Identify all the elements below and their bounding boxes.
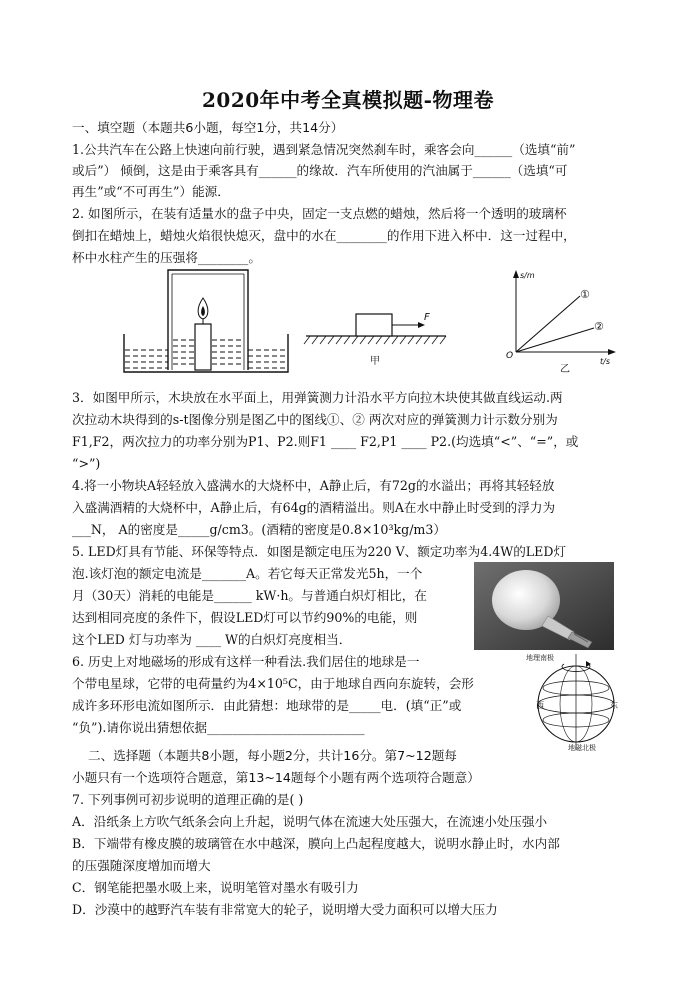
q6-line2: 个带电星球，它带的电荷量约为4×10⁵C，由于地球自西向东旋转，会形 [72, 676, 474, 691]
q1-line3: 再生”或“不可再生”）能源． [72, 184, 230, 199]
line1-label: ① [580, 288, 590, 301]
force-label: F [424, 312, 430, 323]
graph-y-axis-label: s/m [520, 271, 535, 280]
globe-top-label: 地理南极 [526, 654, 554, 662]
q1-line1: 1.公共汽车在公路上快速向前行驶，遇到紧急情况突然刹车时，乘客会向______（选填“前” [72, 142, 576, 157]
q7-stem: 7. 下列事例可初步说明的道理正确的是( ) [72, 792, 304, 807]
figure-jia-label: 甲 [370, 356, 380, 367]
q1-line2: 或后”） 倾倒，这是由于乘客具有______的缘故．汽车所使用的汽油属于______（选填“可 [72, 163, 568, 178]
st-graph-figure [500, 266, 620, 376]
q2-line1: 2. 如图所示，在装有适量水的盘子中央，固定一支点燃的蜡烛，然后将一个透明的玻璃杯 [72, 206, 567, 221]
q6-line3: 成许多环形电流如图所示．由此猜想：地球带的是_____电．(填“正”或 [72, 698, 462, 713]
q5-line1: 5. LED灯具有节能、环保等特点．如图是额定电压为220 V、额定功率为4.4W的LED灯 [72, 544, 567, 559]
q2-line3: 杯中水柱产生的压强将________。 [72, 250, 261, 265]
q5-line4: 达到相同亮度的条件下，假设LED灯可以节约90%的电能，则 [72, 610, 418, 625]
q7-option-b-line1: B．下端带有橡皮膜的玻璃管在水中越深，膜向上凸起程度越大，说明水静止时，水内部 [72, 836, 560, 851]
page-title: 2020年中考全真模拟题-物理卷 [202, 88, 494, 112]
q6-line1: 6. 历史上对地磁场的形成有这样一种看法.我们居住的地球是一 [72, 654, 420, 669]
figure-yi-label: 乙 [560, 364, 570, 375]
block-force-figure [300, 300, 450, 370]
q5-line2: 泡.该灯泡的额定电流是_______A。若它每天正常发光5h，一个 [72, 566, 423, 581]
q7-option-b-line2: 的压强随深度增加而增大 [72, 858, 211, 873]
section1-heading: 一、填空题（本题共6小题，每空1分，共14分） [72, 120, 344, 135]
earth-current-figure [520, 650, 640, 754]
q7-option-c: C．钢笔能把墨水吸上来，说明笔管对墨水有吸引力 [72, 880, 359, 895]
q4-line3: ___N， A的密度是_____g/cm3。(酒精的密度是0.8×10³kg/m3） [72, 522, 446, 537]
section2-heading-line2: 小题只有一个选项符合题意，第13~14题每个小题有两个选项符合题意） [72, 770, 480, 785]
globe-bottom-label: 地磁北极 [568, 744, 596, 752]
q6-line4: “负”).请你说出猜想依据_________________________ [72, 720, 365, 735]
q3-line4: “>”) [72, 456, 101, 471]
globe-east-label: 东 [610, 701, 618, 710]
q2-line2: 倒扣在蜡烛上，蜡烛火焰很快熄灭，盘中的水在________的作用下进入杯中．这一过程中， [72, 228, 576, 243]
q4-line2: 入盛满酒精的大烧杯中，A静止后，有64g的酒精溢出。则A在水中静止时受到的浮力为 [72, 500, 556, 515]
line2-label: ② [594, 320, 604, 333]
q5-line5: 这个LED 灯与功率为 ____ W的白炽灯亮度相当． [72, 632, 352, 647]
q3-line1: 3．如图甲所示，木块放在水平面上，用弹簧测力计沿水平方向拉木块使其做直线运动.两 [72, 390, 563, 405]
q4-line1: 4.将一小物块A轻轻放入盛满水的大烧杯中，A静止后，有72g的水溢出；再将其轻轻放 [72, 478, 555, 493]
graph-x-axis-label: t/s [600, 357, 610, 366]
graph-origin-label: O [506, 351, 514, 361]
globe-west-label: 西 [536, 701, 544, 710]
section2-heading-line1: 二、选择题（本题共8小题，每小题2分，共计16分。第7~12题每 [88, 748, 457, 763]
led-bulb-photo [474, 562, 614, 650]
q7-option-d: D．沙漠中的越野汽车装有非常宽大的轮子，说明增大受力面积可以增大压力 [72, 902, 498, 917]
candle-glass-figure [120, 262, 292, 380]
q5-line3: 月（30天）消耗的电能是______ kW·h。与普通白炽灯相比，在 [72, 588, 427, 603]
q3-line3: F1,F2，两次拉力的功率分别为P1、P2.则F1 ____ F2,P1 ____ P2.(均选填“<”、“=”，或 [72, 434, 579, 449]
q3-line2: 次拉动木块得到的s-t图像分别是图乙中的图线①、② 两次对应的弹簧测力计示数分别为 [72, 412, 558, 427]
q7-option-a: A．沿纸条上方吹气纸条会向上升起，说明气体在流速大处压强大，在流速小处压强小 [72, 814, 548, 829]
